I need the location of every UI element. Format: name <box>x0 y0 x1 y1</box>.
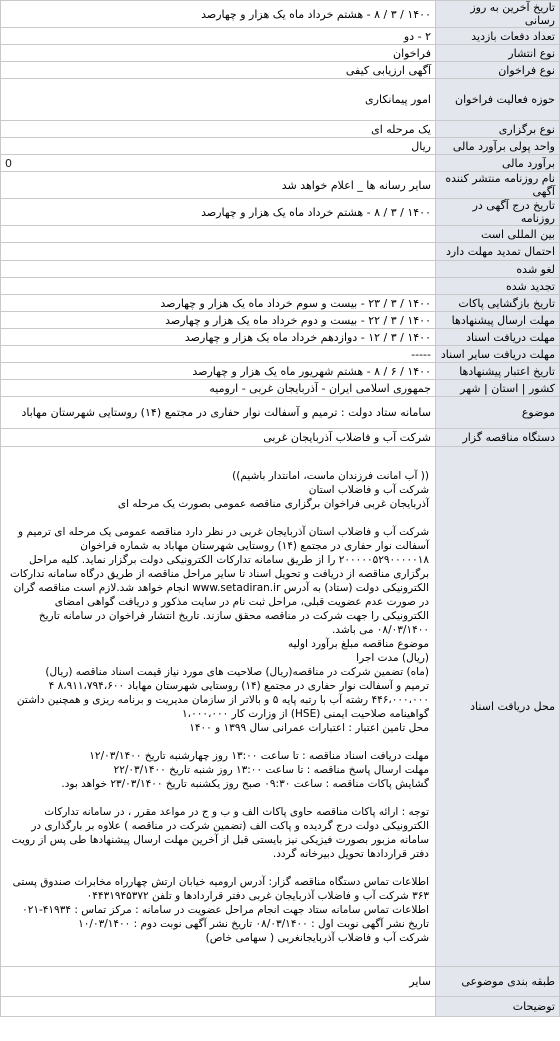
row-value <box>1 226 436 243</box>
row-label: کشور | استان | شهر <box>436 380 560 397</box>
row-renewed <box>1 278 560 295</box>
row-label: طبقه بندی موضوعی <box>436 967 560 997</box>
row-international <box>1 226 560 243</box>
row-label: نوع انتشار <box>436 45 560 62</box>
row-value <box>1 261 436 278</box>
row-value <box>1 997 436 1017</box>
row-value: ۲ - دو <box>1 28 436 45</box>
row-document-location <box>1 447 560 967</box>
row-label: دستگاه مناقصه گزار <box>436 429 560 447</box>
row-last-update <box>1 1 560 28</box>
row-submission-deadline <box>1 312 560 329</box>
row-value: ۱۴۰۰ / ۳ / ۱۲ - دوازدهم خرداد ماه یک هزار و چهارصد <box>1 329 436 346</box>
row-label: تاریخ آخرین به روز رسانی <box>436 1 560 28</box>
row-location <box>1 380 560 397</box>
row-value: آگهی ارزیابی کیفی <box>1 62 436 79</box>
row-label: مهلت دریافت سایر اسناد <box>436 346 560 363</box>
row-label: نوع فراخوان <box>436 62 560 79</box>
row-value <box>1 278 436 295</box>
row-holding-type <box>1 121 560 138</box>
row-value: ۱۴۰۰ / ۳ / ۲۳ - بیست و سوم خرداد ماه یک هزار و چهارصد <box>1 295 436 312</box>
row-label: تعداد دفعات بازدید <box>436 28 560 45</box>
row-newspaper-date <box>1 199 560 226</box>
row-currency <box>1 138 560 155</box>
row-cancelled <box>1 261 560 278</box>
row-label: موضوع <box>436 397 560 429</box>
row-label: محل دریافت اسناد <box>436 447 560 967</box>
row-value: یک مرحله ای <box>1 121 436 138</box>
row-value: 0 <box>1 155 436 172</box>
row-label: تاریخ درج آگهی در روزنامه <box>436 199 560 226</box>
row-value: ----- <box>1 346 436 363</box>
row-estimate <box>1 155 560 172</box>
row-extension <box>1 243 560 261</box>
row-value: ۱۴۰۰ / ۳ / ۲۲ - بیست و دوم خرداد ماه یک هزار و چهارصد <box>1 312 436 329</box>
row-value: ۱۴۰۰ / ۶ / ۸ - هشتم شهریور ماه یک هزار و چهارصد <box>1 363 436 380</box>
row-label: تاریخ اعتبار پیشنهادها <box>436 363 560 380</box>
row-value: سامانه ستاد دولت : ترمیم و آسفالت نوار حفاری در مجتمع (۱۴) روستایی شهرستان مهاباد <box>1 397 436 429</box>
row-value: ۱۴۰۰ / ۳ / ۸ - هشتم خرداد ماه یک هزار و چهارصد <box>1 199 436 226</box>
row-value: سایر رسانه ها _ اعلام خواهد شد <box>1 172 436 199</box>
row-visit-count <box>1 28 560 45</box>
row-label: تاریخ بازگشایی پاکات <box>436 295 560 312</box>
row-label: لغو شده <box>436 261 560 278</box>
row-description <box>1 997 560 1017</box>
row-validity-date <box>1 363 560 380</box>
row-label: واحد پولی برآورد مالی <box>436 138 560 155</box>
row-publish-type <box>1 45 560 62</box>
row-label: تجدید شده <box>436 278 560 295</box>
row-value <box>1 243 436 261</box>
row-label: احتمال تمدید مهلت دارد <box>436 243 560 261</box>
row-document-deadline <box>1 329 560 346</box>
row-label: نوع برگزاری <box>436 121 560 138</box>
row-call-type <box>1 62 560 79</box>
row-label: توضیحات <box>436 997 560 1017</box>
row-label: مهلت ارسال پیشنهادها <box>436 312 560 329</box>
row-value <box>1 447 436 967</box>
row-value: شرکت آب و فاضلاب آذربایجان غربی <box>1 429 436 447</box>
row-opening-date <box>1 295 560 312</box>
row-other-documents <box>1 346 560 363</box>
row-subject <box>1 397 560 429</box>
row-value: امور پیمانکاری <box>1 79 436 121</box>
row-organizer <box>1 429 560 447</box>
row-value: جمهوری اسلامی ایران - آذربایجان غربی - ارومیه <box>1 380 436 397</box>
row-activity-field <box>1 79 560 121</box>
row-label: مهلت دریافت اسناد <box>436 329 560 346</box>
row-newspaper <box>1 172 560 199</box>
row-label: بین المللی است <box>436 226 560 243</box>
row-value: فراخوان <box>1 45 436 62</box>
row-label: حوزه فعالیت فراخوان <box>436 79 560 121</box>
tender-notice-text: (( آب امانت فرزندان ماست، امانتدار باشیم)) شرکت آب و فاضلاب استان آذربایجان غربی فراخوان برگزاری مناقصه عمومی بصورت یک مرحله ای شرکت آب و فاضلاب استان آذربایجان غربی در نظر دارد مناقصه عمومی یک مرحله ای ترمیم و آسفالت نوار حفاری در مجتمع (۱۴) روستایی شهرستان مهاباد به شماره فراخوان ۲۰۰۰۰۰۵۲۹۰۰۰۰۰۱۸ را از طریق سامانه تدارکات الکترونیکی دولت برگزار نماید. کلیه مراحل برگزاری مناقصه از دریافت و تحویل اسناد تا سایر مراحل مناقصه از طریق درگاه سامانه تدارکات الکترونیکی دولت (ستاد) به آدرس www.setadiran.ir انجام خواهد شد.لازم است مناقصه گران در صورت عدم عضویت قبلی، مراحل ثبت نام در سایت مذکور و دریافت گواهی امضای الکترونیکی را جهت شرکت در مناقصه محقق سازند. تاریخ انتشار فراخوان در سامانه تاریخ ۰۸/۰۳/۱۴۰۰ می باشد. موضوع مناقصه مبلغ برآورد اولیه (ریال) مدت اجرا (ماه) تضمین شرکت در مناقصه(ریال) صلاحیت های مورد نیاز قیمت اسناد مناقصه (ریال) ترمیم و آسفالت نوار حفاری در مجتمع (۱۴) روستایی شهرستان مهاباد ۸،۹۱۱،۷۹۴،۶۰۰ ۴ ۴۴۶،۰۰۰،۰۰۰ رشته آب با رتبه پایه ۵ و بالاتر از سازمان مدیریت و برنامه ریزی و همچنین داشتن گواهینامه صلاحیت ایمنی (HSE) از وزارت کار ۱،۰۰۰،۰۰۰ محل تامین اعتبار : اعتبارات عمرانی سال ۱۳۹۹ و ۱۴۰۰ مهلت دریافت اسناد مناقصه : تا ساعت ۱۳:۰۰ روز چهارشنبه تاریخ ۱۲/۰۳/۱۴۰۰ مهلت ارسال پاسخ مناقصه : تا ساعت ۱۳:۰۰ روز شنبه تاریخ ۲۲/۰۳/۱۴۰۰ گشایش پاکات مناقصه : ساعت ۰۹:۳۰ صبح روز یکشنبه تاریخ ۲۳/۰۳/۱۴۰۰ خواهد بود. توجه : ارائه پاکات مناقصه حاوی پاکات الف و ب و ج در مواعد مقرر ، در سامانه تدارکات الکترونیکی دولت درج گردیده و پاکت الف (تضمین شرکت در مناقصه ) علاوه بر بارگذاری در سامانه مزبور بصورت فیزیکی نیز بایستی قبل از آخرین مهلت ارسال پیشنهادها طی پس از رویت دفتر قراردادها تحویل دبیرخانه گردد. اطلاعات تماس دستگاه مناقصه گزار: آدرس ارومیه خیابان ارتش چهارراه مخابرات صندوق پستی ۳۶۳ شرکت آب و فاضلاب آذربایجان غربی دفتر قراردادها و تلفن ۰۴۴۳۱۹۴۵۳۷۲ اطلاعات تماس سامانه ستاد جهت انجام مراحل عضویت در سامانه : مرکز تماس : ۴۱۹۳۴-۰۲۱ تاریخ نشر آگهی نوبت اول : ۰۸/۰۳/۱۴۰۰ تاریخ نشر آگهی نوبت دوم : ۱۰/۰۳/۱۴۰۰ شرکت آب و فاضلاب آذربایجانغربی ( سهامی خاص) <box>9 469 429 944</box>
row-label: برآورد مالی <box>436 155 560 172</box>
row-value: ۱۴۰۰ / ۳ / ۸ - هشتم خرداد ماه یک هزار و چهارصد <box>1 1 436 28</box>
row-subject-category <box>1 967 560 997</box>
row-value: سایر <box>1 967 436 997</box>
row-label: نام روزنامه منتشر کننده آگهی <box>436 172 560 199</box>
row-value: ریال <box>1 138 436 155</box>
